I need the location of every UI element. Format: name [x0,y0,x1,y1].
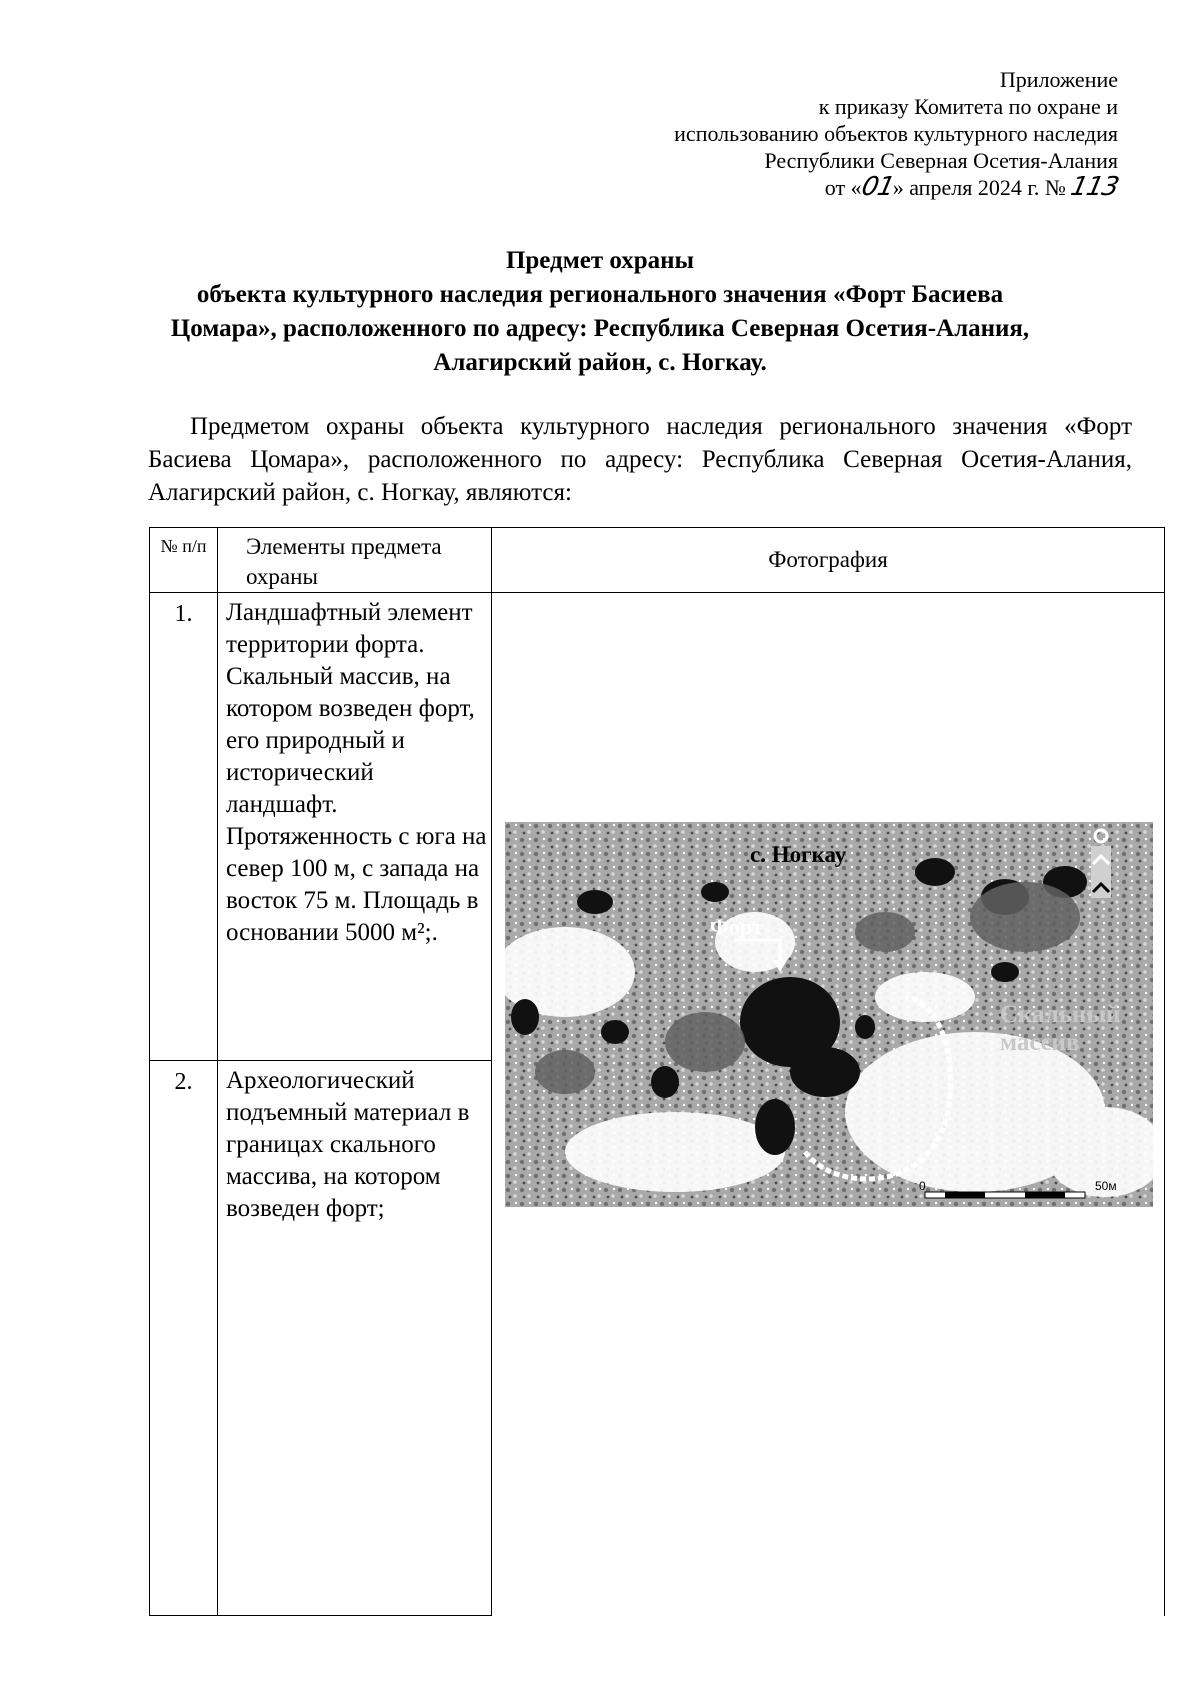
row-1-text: Ландшафтный элемент территории форта. Скальный массив, на котором возведен форт, его природный и исторический ландшафт. Протяженность с юга на север 100 м, с запада на восток 75 м. Площадь в основании 5000 м²;. [218,593,492,1061]
row-2-num: 2. [150,1061,218,1616]
intro-text: Предметом охраны объекта культурного наследия регионального значения «Форт Басиева Цомара», расположенного по адресу: Республика Северная Осетия-Алания, Алагирский район, с. Ногкау, являются: [148,413,1132,506]
map-fort-label: Форт [710,914,763,939]
title-line-4: Алагирский район, с. Ногкау. [433,349,767,376]
title-line-1: Предмет охраны [505,247,695,274]
header-num: № п/п [150,528,218,593]
appendix-date-line [518,172,1122,202]
date-suffix: » апреля 2024 г. № [892,175,1066,200]
header-elements: Элементы предмета охраны [218,528,492,593]
handwritten-day: 01 [858,172,896,202]
document-title [120,244,1080,380]
title-line-2: объекта культурного наследия регионального значения «Форт Басиева [196,281,1004,308]
handwritten-order-number: 113 [1068,172,1122,202]
appendix-line-4: Республики Северная Осетия-Алания [764,148,1118,173]
table-header-row [150,528,1165,593]
intro-paragraph [148,410,1132,509]
appendix-header [518,66,1122,202]
header-photo: Фотография [492,528,1165,593]
title-line-3: Цомара», расположенного по адресу: Республика Северная Осетия-Алания, [170,315,1030,342]
row-2-text: Археологический подъемный материал в границах скального массива, на котором возведен форт; [218,1061,492,1616]
appendix-line-3: использованию объектов культурного наследия [674,121,1118,146]
scale-end-label: 50м [1095,1179,1117,1193]
site-map-photo [505,822,1153,1207]
map-rock-label-1: Скальный [1000,1001,1121,1028]
appendix-line-1: Приложение [999,67,1118,92]
scale-start-label: 0 [919,1179,926,1193]
map-village-label: с. Ногкау [750,842,847,867]
date-prefix: от « [824,175,862,200]
row-1-num: 1. [150,593,218,1061]
appendix-line-2: к приказу Комитета по охране и [818,94,1118,119]
map-rock-label-2: массив [1000,1029,1080,1056]
